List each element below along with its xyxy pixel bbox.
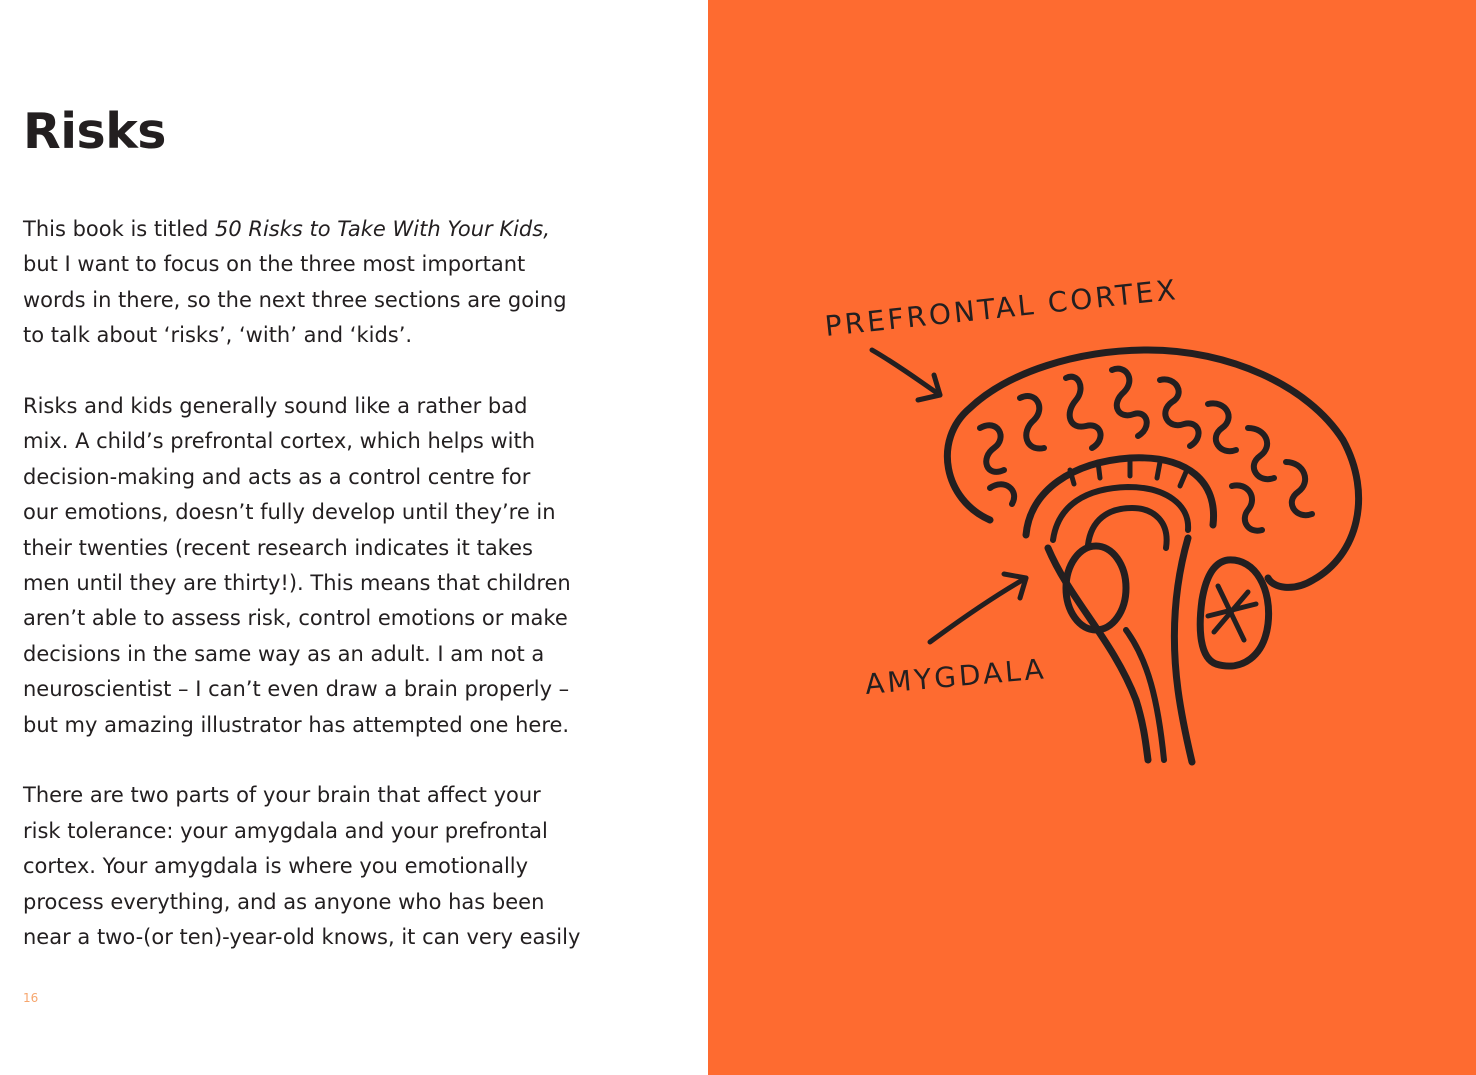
left-page (0, 0, 708, 1075)
paragraph-line: risk tolerance: your amygdala and your prefrontal (23, 818, 548, 843)
paragraph-line: cortex. Your amygdala is where you emotionally (23, 854, 529, 879)
page-number: 16 (23, 991, 39, 1005)
page-title: Risks (23, 103, 166, 160)
paragraph-line: aren’t able to assess risk, control emotions or make (23, 606, 568, 631)
callosum-tick (1098, 462, 1100, 478)
paragraph-line: mix. A child’s prefrontal cortex, which helps with (23, 429, 536, 454)
book-title-italic: 50 Risks to Take With Your Kids, (214, 217, 550, 241)
paragraph-line: but I want to focus on the three most important (23, 252, 526, 277)
line-text: This book is titled (23, 217, 215, 241)
brain-illustration (708, 0, 1476, 1075)
paragraph-line (23, 212, 613, 247)
paragraph-2 (23, 389, 613, 743)
prefrontal-cortex-label: PREFRONTAL CORTEX (823, 273, 1180, 343)
paragraph-line: decisions in the same way as an adult. I am not a (23, 641, 545, 666)
paragraph-3 (23, 778, 613, 955)
amygdala-label: AMYGDALA (863, 652, 1048, 701)
paragraph-line: their twenties (recent research indicates it takes (23, 535, 533, 560)
paragraph-line: words in there, so the next three sections are going (23, 287, 567, 312)
paragraph-line: to talk about ‘risks’, ‘with’ and ‘kids’. (23, 323, 413, 348)
paragraph-line: men until they are thirty!). This means that children (23, 571, 571, 596)
paragraph-line: neuroscientist – I can’t even draw a brain properly – (23, 677, 570, 702)
callosum-tick (1157, 462, 1160, 478)
paragraph-line: process everything, and as anyone who has been (23, 889, 545, 914)
paragraph-line: but my amazing illustrator has attempted one here. (23, 712, 570, 737)
paragraph-line: decision-making and acts as a control centre for (23, 464, 531, 489)
paragraph-line: near a two-(or ten)-year-old knows, it can very easily (23, 925, 581, 950)
illustration-page (708, 0, 1476, 1075)
body-text (23, 212, 613, 991)
paragraph-line: our emotions, doesn’t fully develop until they’re in (23, 500, 556, 525)
paragraph-line: Risks and kids generally sound like a rather bad (23, 394, 528, 419)
paragraph-1 (23, 212, 613, 354)
paragraph-line: There are two parts of your brain that affect your (23, 783, 541, 808)
